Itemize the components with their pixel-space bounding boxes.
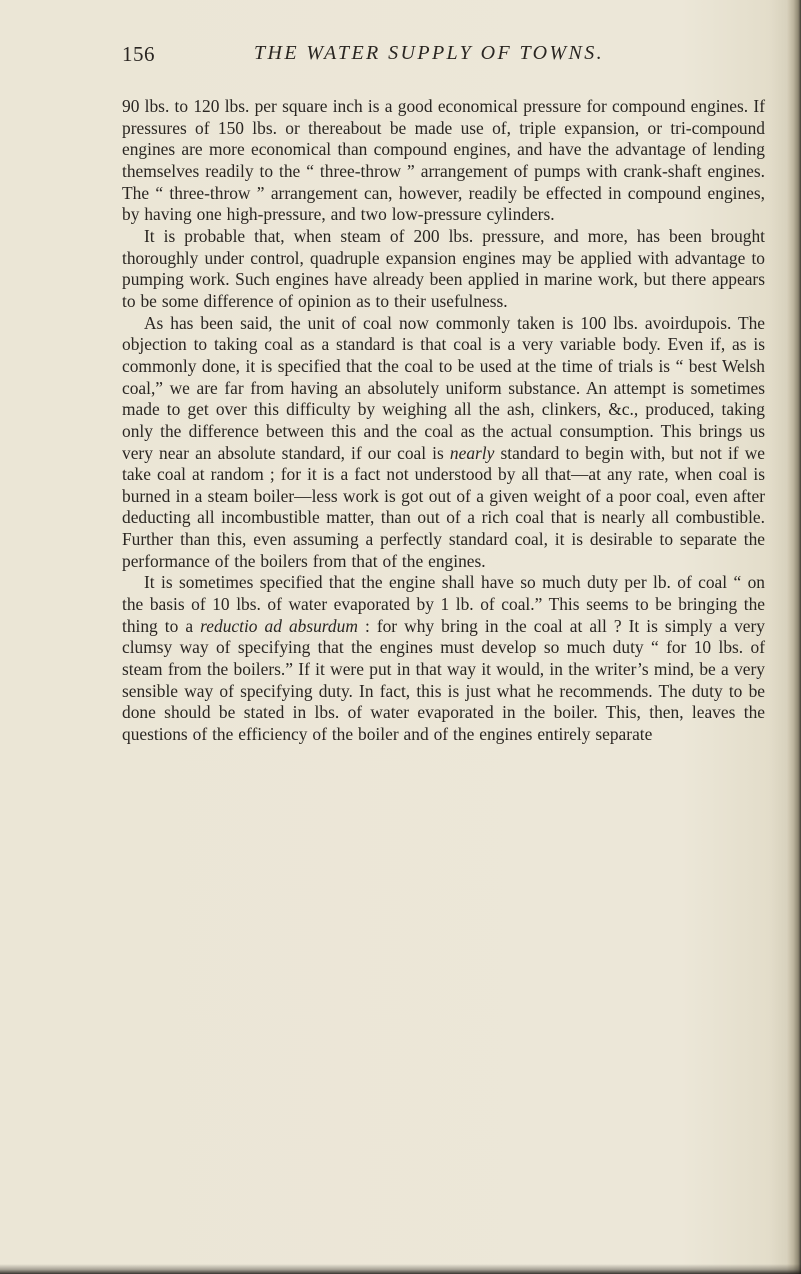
paragraph [122, 226, 765, 313]
italic-text: reductio ad absurdum [200, 615, 358, 636]
italic-text: nearly [449, 442, 495, 463]
page-bottom-edge [0, 1264, 801, 1274]
body-text [122, 96, 765, 746]
paragraph [122, 313, 765, 573]
paragraph [122, 572, 765, 745]
text-run: 90 lbs. to 120 lbs. per square inch is a good economical pressure for compound engines. If pressures of 150 lbs. or thereabout be made use of, triple expansion, or tri-compound engines are more economical than compound engines, and have the advantage of lending themselves readily to the “ three-throw ” arrangement of pumps with crank-shaft engines. The “ three-throw ” arrangement can, however, readily be effected in compound engines, by having one high-pressure, and two low-pressure cylinders. [122, 96, 765, 225]
paragraph [122, 96, 765, 226]
running-title: THE WATER SUPPLY OF TOWNS. [254, 42, 605, 64]
text-run: : for why bring in the coal at all ? It is simply a very clumsy way of specifying that the engines must develop so much duty “ for 10 lbs. of steam from the boilers.” If it were put in that way it would, in the writer’s mind, be a very sensible way of specifying duty. In fact, this is just what he recommends. The duty to be done should be stated in lbs. of water evaporated in the boiler. This, then, leaves the questions of the efficiency of the boiler and of the engines entirely separate [122, 615, 765, 745]
text-run: standard to begin with, but not if we take coal at random ; for it is a fact not understood by all that—at any rate, when coal is burned in a steam boiler—less work is got out of a given weight of a poor coal, even after deducting all incombustible matter, than out of a rich coal that is nearly all combustible. Further than this, even assuming a perfectly standard coal, it is desirable to separate the performance of the boilers from that of the engines. [122, 442, 765, 571]
page-gutter-shadow [787, 0, 801, 1274]
text-run: It is sometimes specified that the engine shall have so much duty per lb. of coal “ on the basis of 10 lbs. of water evaporated by 1 lb. of coal.” This seems to be bringing the thing to a [122, 572, 765, 636]
text-run: As has been said, the unit of coal now commonly taken is 100 lbs. avoirdupois. The objection to taking coal as a standard is that coal is a very variable body. Even if, as is commonly done, it is specified that the coal to be used at the time of trials is “ best Welsh coal,” we are far from having an absolutely uniform substance. An attempt is sometimes made to get over this difficulty by weighing all the ash, clinkers, &c., produced, taking only the difference between this and the coal as the actual consumption. This brings us very near an absolute standard, if our coal is [122, 312, 765, 463]
page-number: 156 [122, 42, 155, 66]
text-run: It is probable that, when steam of 200 lbs. pressure, and more, has been brought thoroughly under control, quadruple expansion engines may be applied with advantage to pumping work. Such engines have already been applied in marine work, but there appears to be some difference of opinion as to their usefulness. [122, 225, 765, 311]
running-head [122, 42, 762, 76]
